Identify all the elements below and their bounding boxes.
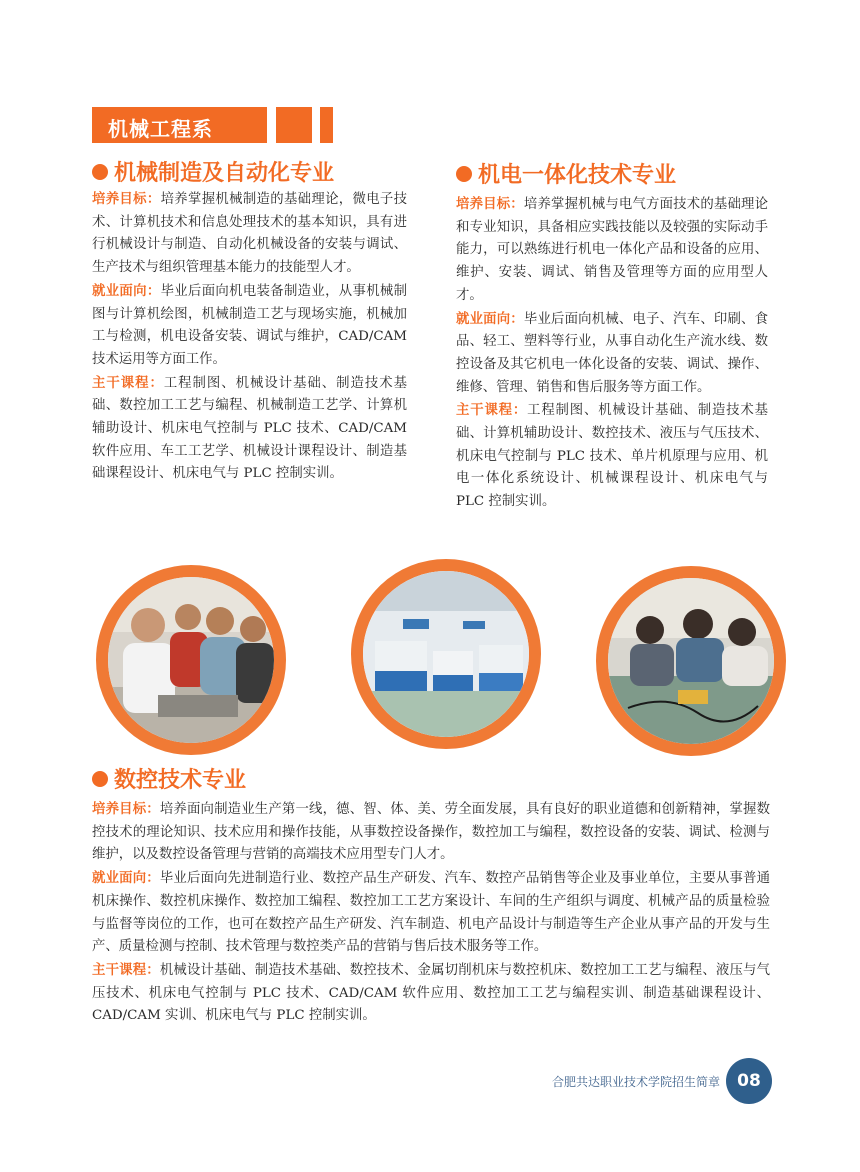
training-goal-label: 培养目标：	[456, 196, 524, 212]
employment	[92, 280, 407, 372]
training-goal-text: 培养掌握机械制造的基础理论，微电子技术、计算机技术和信息处理技术的基本知识，具有进行机械设计与制造、自动化机械设备的安装与调试、生产技术与组织管理基本能力的技能型人才。	[92, 192, 408, 276]
employment-text: 毕业后面向先进制造行业、数控产品生产研发、汽车、数控产品销售等企业及事业单位，主要从事普通机床操作、数控机床操作、数控加工编程、数控加工工艺方案设计、车间的生产组织与调度、机械产品的质量检验与监督等岗位的工作，也可在数控产品生产研发、汽车制造、机电产品设计与制造等生产企业从事产品的开发与生产、质量检测与控制、技术管理与数控类产品的营销与售后技术服务等工作。	[92, 871, 771, 955]
employment-text: 毕业后面向机电装备制造业，从事机械制图与计算机绘图，机械制造工艺与现场实施，机械加工与检测，机电设备安装、调试与维护，CAD/CAM 技术运用等方面工作。	[92, 283, 408, 367]
page-number-badge	[726, 1058, 772, 1104]
major-description-mechanical-manufacturing	[92, 188, 407, 486]
training-goal-text: 培养掌握机械与电气方面技术的基础理论和专业知识，具备相应实践技能以及较强的实际动手能力，可以熟练进行机电一体化产品和设备的应用、维护、安装、调试、销售及管理等方面的应用型人才。	[456, 197, 769, 303]
main-courses-label: 主干课程：	[92, 374, 164, 391]
major-title: 机械制造及自动化专业	[114, 161, 335, 186]
major-description-mechatronics	[456, 193, 768, 514]
employment-text: 毕业后面向机械、电子、汽车、印刷、食品、轻工、塑料等行业，从事自动化生产流水线、数控设备及其它机电一体化设备的安装、调试、操作、维修、管理、销售和售后服务等方面工作。	[456, 311, 769, 395]
training-goal-label: 培养目标：	[92, 801, 160, 817]
major-heading-mechanical-manufacturing	[92, 156, 334, 187]
training-goal-text: 培养面向制造业生产第一线，德、智、体、美、劳全面发展，具有良好的职业道德和创新精神，掌握数控技术的理论知识、技术应用和操作技能，从事数控设备操作，数控加工与编程，数控设备的安装、调试、检测与维护，以及数控设备管理与营销的高端技术应用型专门人才。	[92, 802, 771, 863]
department-title: 机械工程系	[108, 117, 213, 141]
employment-label: 就业面向：	[456, 310, 524, 327]
major-description-cnc-technology	[92, 798, 770, 1028]
page-number: 08	[737, 1071, 761, 1091]
department-banner	[92, 107, 267, 143]
main-courses	[92, 372, 407, 487]
training-goal	[92, 188, 407, 280]
training-goal-label: 培养目标：	[92, 191, 161, 207]
banner-accent-bar	[320, 107, 333, 143]
major-title: 机电一体化技术专业	[478, 163, 677, 188]
photo-students-electronics-lab	[596, 566, 786, 756]
training-goal	[456, 193, 768, 308]
employment	[456, 308, 768, 400]
bullet-icon	[456, 166, 472, 182]
photo-cnc-workshop	[351, 559, 541, 749]
bullet-icon	[92, 771, 108, 787]
main-courses-text: 工程制图、机械设计基础、制造技术基础、数控加工工艺与编程、机械制造工艺学、计算机辅助设计、机床电气控制与 PLC 技术、CAD/CAM 软件应用、车工工艺学、机械设计课程设计、制造基础课程设计、机床电气与 PLC 控制实训。	[92, 375, 407, 482]
employment	[92, 867, 770, 959]
employment-label: 就业面向：	[92, 870, 160, 887]
main-courses	[456, 399, 768, 514]
photo-students-with-teacher	[96, 565, 286, 755]
employment-label: 就业面向：	[92, 282, 161, 299]
bullet-icon	[92, 164, 108, 180]
main-courses-text: 机械设计基础、制造技术基础、数控技术、金属切削机床与数控机床、数控加工工艺与编程、液压与气压技术、机床电气控制与 PLC 技术、CAD/CAM 软件应用、数控加工工艺与编程实训、制造基础课程设计、CAD/CAM 实训、机床电气与 PLC 控制实训。	[92, 962, 771, 1024]
major-heading-mechatronics	[456, 158, 676, 189]
footer-school-name: 合肥共达职业技术学院招生简章	[551, 1075, 720, 1089]
main-courses-text: 工程制图、机械设计基础、制造技术基础、计算机辅助设计、数控技术、液压与气压技术、机床电气控制与 PLC 技术、单片机原理与应用、机电一体化系统设计、机械课程设计、机床电气与 PLC 控制实训。	[456, 403, 769, 510]
training-goal	[92, 798, 770, 867]
banner-accent-block	[276, 107, 312, 143]
main-courses-label: 主干课程：	[456, 402, 528, 419]
major-title: 数控技术专业	[114, 768, 247, 793]
main-courses	[92, 959, 770, 1028]
major-heading-cnc-technology	[92, 763, 246, 794]
main-courses-label: 主干课程：	[92, 961, 160, 978]
